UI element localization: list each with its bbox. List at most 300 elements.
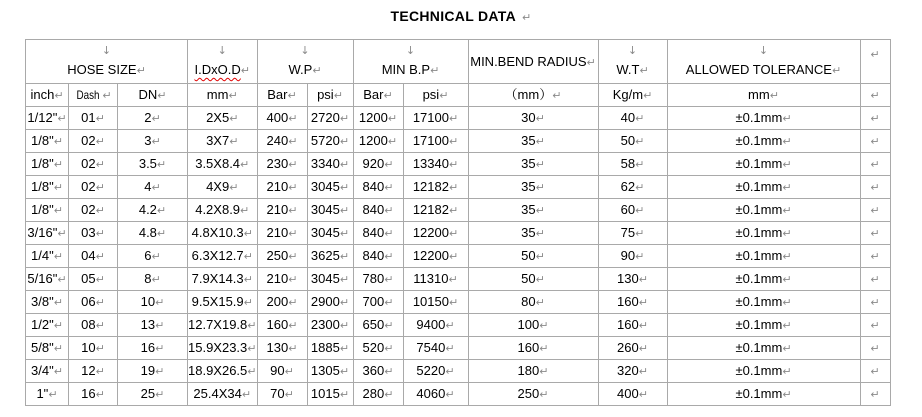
cell-end-mark-icon: ↵	[155, 342, 165, 355]
cell-end-mark-icon: ↵	[782, 273, 792, 286]
cell-end-mark-icon: ↵	[448, 273, 458, 286]
cell-value: 4.2	[138, 202, 157, 217]
table-cell	[118, 130, 188, 153]
row-end-mark-icon: ↵	[870, 342, 880, 355]
cell-value: 210	[266, 202, 289, 217]
cell-end-mark-icon: ↵	[535, 158, 545, 171]
table-cell	[667, 222, 860, 245]
cell-value: 02	[81, 179, 96, 194]
row-end-cell	[860, 245, 890, 268]
cell-end-mark-icon: ↵	[57, 227, 67, 240]
cell-end-mark-icon: ↵	[782, 388, 792, 401]
cell-end-mark-icon: ↵	[384, 342, 394, 355]
cell-end-mark-icon: ↵	[288, 296, 298, 309]
row-end-mark-icon: ↵	[870, 181, 880, 194]
cell-end-mark-icon: ↵	[831, 64, 842, 77]
table-cell	[307, 153, 353, 176]
table-row	[26, 153, 891, 176]
table-cell	[69, 314, 118, 337]
table-cell	[26, 153, 69, 176]
table-cell	[307, 337, 353, 360]
cell-value: 3X7	[206, 133, 230, 148]
cell-end-mark-icon: ↵	[384, 227, 394, 240]
cell-end-mark-icon: ↵	[535, 181, 545, 194]
cell-value: 02	[81, 202, 96, 217]
table-cell	[667, 245, 860, 268]
cell-end-mark-icon: ↵	[383, 89, 393, 102]
row-end-cell	[860, 222, 890, 245]
cell-end-mark-icon: ↵	[95, 296, 105, 309]
cell-end-mark-icon: ↵	[95, 204, 105, 217]
table-cell	[353, 176, 403, 199]
cell-value: 7.9X14.3	[191, 271, 244, 286]
cell-end-mark-icon: ↵	[229, 181, 239, 194]
cell-value: 40	[620, 110, 636, 125]
row-end-cell	[860, 107, 890, 130]
cell-value: 1/8"	[31, 202, 54, 217]
table-cell	[257, 130, 307, 153]
table-row	[26, 314, 891, 337]
table-cell	[598, 153, 667, 176]
table-cell	[468, 245, 598, 268]
cell-end-mark-icon: ↵	[155, 388, 165, 401]
unit-label: psi	[422, 87, 440, 102]
cell-value: 17100	[412, 110, 449, 125]
table-row	[26, 107, 891, 130]
table-cell	[353, 383, 403, 406]
cell-end-mark-icon: ↵	[155, 296, 165, 309]
cell-value: 12	[81, 363, 96, 378]
cell-end-mark-icon: ↵	[288, 342, 298, 355]
unit-label: （mm）	[504, 87, 553, 102]
column-group-label: W.P	[288, 62, 313, 77]
row-end-cell	[860, 40, 890, 84]
cell-value: 12182	[412, 202, 449, 217]
table-cell	[468, 291, 598, 314]
table-cell	[598, 268, 667, 291]
cell-value: 1200	[358, 133, 388, 148]
table-cell	[188, 199, 258, 222]
table-cell	[468, 360, 598, 383]
cell-end-mark-icon: ↵	[782, 204, 792, 217]
table-row	[26, 268, 891, 291]
cell-value: ±0.1mm	[735, 133, 783, 148]
cell-value: 60	[620, 202, 636, 217]
cell-end-mark-icon: ↵	[312, 64, 322, 77]
cell-end-mark-icon: ↵	[339, 296, 350, 309]
table-cell	[667, 383, 860, 406]
cell-end-mark-icon: ↵	[136, 64, 146, 77]
unit-cell	[118, 84, 188, 107]
row-end-mark-icon: ↵	[870, 89, 880, 102]
cell-end-mark-icon: ↵	[635, 135, 645, 148]
table-cell	[403, 130, 468, 153]
table-cell	[307, 360, 353, 383]
cell-end-mark-icon: ↵	[95, 158, 105, 171]
cell-value: 160	[517, 340, 540, 355]
line-break-mark-icon: ↓	[758, 44, 769, 57]
column-group-label: MIN.BEND RADIUS	[470, 53, 587, 69]
cell-value: 12.7X19.8	[188, 317, 248, 332]
cell-end-mark-icon: ↵	[586, 55, 596, 69]
table-cell	[69, 268, 118, 291]
cell-end-mark-icon: ↵	[57, 273, 67, 286]
cell-value: 7540	[416, 340, 446, 355]
cell-end-mark-icon: ↵	[387, 135, 398, 148]
table-row	[26, 176, 891, 199]
row-end-cell	[860, 130, 890, 153]
column-group-header	[26, 40, 188, 84]
cell-end-mark-icon: ↵	[102, 89, 112, 102]
cell-end-mark-icon: ↵	[288, 112, 298, 125]
table-cell	[667, 153, 860, 176]
unit-cell	[307, 84, 353, 107]
cell-value: 10	[81, 340, 96, 355]
table-cell	[26, 291, 69, 314]
table-cell	[118, 268, 188, 291]
table-cell	[353, 130, 403, 153]
cell-end-mark-icon: ↵	[54, 89, 64, 102]
cell-end-mark-icon: ↵	[638, 296, 648, 309]
unit-cell	[403, 84, 468, 107]
cell-end-mark-icon: ↵	[384, 250, 394, 263]
unit-label: Dash	[76, 88, 100, 102]
cell-end-mark-icon: ↵	[643, 89, 653, 102]
cell-end-mark-icon: ↵	[284, 388, 294, 401]
cell-value: 2300	[310, 317, 340, 332]
table-cell	[403, 107, 468, 130]
column-group-label: MIN B.P	[381, 62, 431, 77]
table-cell	[26, 360, 69, 383]
cell-value: 100	[517, 317, 540, 332]
table-cell	[118, 245, 188, 268]
cell-value: 130	[266, 340, 289, 355]
cell-end-mark-icon: ↵	[155, 319, 165, 332]
cell-end-mark-icon: ↵	[635, 181, 645, 194]
cell-value: 840	[362, 202, 385, 217]
table-cell	[257, 107, 307, 130]
table-cell	[353, 360, 403, 383]
cell-value: 840	[362, 248, 385, 263]
table-row	[26, 222, 891, 245]
cell-value: 3/16"	[27, 225, 58, 240]
table-cell	[598, 107, 667, 130]
cell-end-mark-icon: ↵	[445, 388, 455, 401]
table-cell	[598, 360, 667, 383]
cell-value: 35	[521, 133, 536, 148]
cell-end-mark-icon: ↵	[782, 296, 792, 309]
cell-value: 2720	[310, 110, 340, 125]
table-cell	[353, 291, 403, 314]
table-cell	[118, 199, 188, 222]
row-end-mark-icon: ↵	[870, 273, 880, 286]
table-cell	[353, 153, 403, 176]
cell-end-mark-icon: ↵	[639, 64, 649, 77]
table-cell	[188, 222, 258, 245]
cell-value: 840	[362, 179, 385, 194]
cell-value: 04	[81, 248, 96, 263]
cell-end-mark-icon: ↵	[247, 319, 257, 332]
cell-end-mark-icon: ↵	[339, 273, 350, 286]
cell-value: 9.5X15.9	[191, 294, 244, 309]
cell-end-mark-icon: ↵	[53, 250, 63, 263]
cell-end-mark-icon: ↵	[638, 388, 648, 401]
cell-value: 1015	[310, 386, 340, 401]
cell-end-mark-icon: ↵	[95, 319, 105, 332]
row-end-cell	[860, 360, 890, 383]
row-end-mark-icon: ↵	[870, 158, 880, 171]
table-cell	[468, 176, 598, 199]
table-cell	[188, 268, 258, 291]
row-end-mark-icon: ↵	[870, 365, 880, 378]
table-cell	[403, 383, 468, 406]
header-group-row	[26, 40, 891, 84]
cell-value: 3	[144, 133, 152, 148]
cell-value: ±0.1mm	[735, 110, 783, 125]
table-row	[26, 337, 891, 360]
cell-value: 200	[266, 294, 289, 309]
cell-end-mark-icon: ↵	[95, 135, 105, 148]
cell-value: 240	[266, 133, 289, 148]
technical-data-table	[25, 39, 891, 406]
cell-end-mark-icon: ↵	[535, 227, 545, 240]
cell-end-mark-icon: ↵	[535, 273, 545, 286]
table-cell	[403, 268, 468, 291]
unit-label: Kg/m	[612, 87, 644, 102]
table-cell	[26, 383, 69, 406]
table-cell	[69, 291, 118, 314]
cell-value: 58	[620, 156, 636, 171]
cell-value: 360	[362, 363, 385, 378]
cell-end-mark-icon: ↵	[288, 204, 298, 217]
table-cell	[307, 291, 353, 314]
cell-value: 08	[81, 317, 96, 332]
unit-label: mm	[206, 87, 229, 102]
cell-value: 3045	[310, 271, 340, 286]
table-cell	[468, 107, 598, 130]
table-cell	[26, 337, 69, 360]
table-cell	[598, 337, 667, 360]
cell-value: 25	[140, 386, 156, 401]
unit-label: inch	[30, 87, 55, 102]
row-end-cell	[860, 337, 890, 360]
table-cell	[403, 291, 468, 314]
cell-end-mark-icon: ↵	[288, 250, 298, 263]
table-cell	[257, 222, 307, 245]
cell-end-mark-icon: ↵	[384, 365, 394, 378]
cell-value: 1/2"	[31, 317, 54, 332]
cell-value: 840	[362, 225, 385, 240]
cell-value: 2900	[310, 294, 340, 309]
table-cell	[353, 107, 403, 130]
cell-value: 03	[81, 225, 96, 240]
unit-cell	[353, 84, 403, 107]
table-cell	[468, 199, 598, 222]
cell-end-mark-icon: ↵	[448, 135, 459, 148]
cell-value: 35	[521, 156, 536, 171]
unit-cell	[69, 84, 118, 107]
cell-value: 70	[270, 386, 285, 401]
paragraph-end-mark-icon: ↵	[522, 11, 532, 24]
cell-end-mark-icon: ↵	[445, 342, 455, 355]
table-cell	[353, 199, 403, 222]
table-row	[26, 199, 891, 222]
table-row	[26, 245, 891, 268]
table-cell	[26, 268, 69, 291]
cell-end-mark-icon: ↵	[782, 227, 792, 240]
cell-value: 4060	[416, 386, 446, 401]
cell-end-mark-icon: ↵	[445, 319, 455, 332]
row-end-cell	[860, 383, 890, 406]
cell-end-mark-icon: ↵	[243, 250, 253, 263]
cell-value: 30	[521, 110, 536, 125]
cell-end-mark-icon: ↵	[448, 227, 459, 240]
column-group-label: ALLOWED TOLERANCE	[685, 62, 832, 77]
unit-label: Bar	[267, 87, 288, 102]
cell-end-mark-icon: ↵	[535, 204, 545, 217]
cell-value: 18.9X26.5	[188, 363, 248, 378]
unit-cell	[468, 84, 598, 107]
cell-end-mark-icon: ↵	[638, 342, 648, 355]
cell-end-mark-icon: ↵	[155, 365, 165, 378]
column-group-header	[598, 40, 667, 84]
row-end-mark-icon: ↵	[870, 319, 880, 332]
table-cell	[403, 153, 468, 176]
table-cell	[667, 291, 860, 314]
cell-end-mark-icon: ↵	[53, 158, 63, 171]
cell-value: 10150	[412, 294, 449, 309]
cell-end-mark-icon: ↵	[53, 296, 63, 309]
cell-value: 3.5X8.4	[195, 156, 241, 171]
cell-end-mark-icon: ↵	[240, 204, 250, 217]
table-cell	[26, 107, 69, 130]
table-cell	[468, 153, 598, 176]
column-group-label: HOSE SIZE	[67, 62, 137, 77]
table-cell	[69, 199, 118, 222]
cell-value: 4.8	[138, 225, 157, 240]
cell-value: 3045	[310, 202, 340, 217]
cell-value: 250	[266, 248, 289, 263]
table-cell	[307, 222, 353, 245]
table-cell	[69, 222, 118, 245]
line-break-mark-icon: ↓	[101, 44, 112, 57]
line-break-mark-icon: ↓	[217, 44, 227, 57]
cell-end-mark-icon: ↵	[769, 89, 779, 102]
cell-end-mark-icon: ↵	[384, 273, 394, 286]
table-cell	[69, 107, 118, 130]
unit-cell	[26, 84, 69, 107]
table-cell	[118, 176, 188, 199]
cell-end-mark-icon: ↵	[782, 365, 792, 378]
column-group-header	[353, 40, 468, 84]
row-end-mark-icon: ↵	[870, 48, 880, 61]
cell-value: 3340	[310, 156, 340, 171]
table-cell	[118, 291, 188, 314]
table-cell	[26, 314, 69, 337]
cell-value: 16	[140, 340, 156, 355]
table-cell	[468, 314, 598, 337]
table-cell	[26, 199, 69, 222]
cell-end-mark-icon: ↵	[53, 342, 63, 355]
table-cell	[257, 383, 307, 406]
table-cell	[598, 245, 667, 268]
table-cell	[118, 314, 188, 337]
cell-value: 13340	[412, 156, 449, 171]
cell-end-mark-icon: ↵	[339, 112, 350, 125]
cell-value: 90	[270, 363, 285, 378]
cell-value: 9400	[416, 317, 446, 332]
cell-value: 4X9	[206, 179, 230, 194]
table-cell	[307, 245, 353, 268]
table-cell	[307, 199, 353, 222]
cell-end-mark-icon: ↵	[287, 89, 297, 102]
table-cell	[598, 383, 667, 406]
row-end-cell	[860, 199, 890, 222]
table-cell	[188, 176, 258, 199]
cell-value: ±0.1mm	[735, 340, 783, 355]
cell-value: 1"	[36, 386, 49, 401]
cell-value: 90	[620, 248, 636, 263]
table-cell	[667, 199, 860, 222]
table-cell	[188, 360, 258, 383]
cell-value: 80	[521, 294, 536, 309]
cell-value: 210	[266, 225, 289, 240]
cell-value: 16	[81, 386, 96, 401]
table-cell	[257, 153, 307, 176]
cell-end-mark-icon: ↵	[156, 204, 167, 217]
cell-end-mark-icon: ↵	[384, 158, 394, 171]
table-cell	[598, 130, 667, 153]
cell-value: 3/8"	[31, 294, 54, 309]
table-cell	[353, 222, 403, 245]
cell-value: 4.2X8.9	[195, 202, 241, 217]
unit-cell	[188, 84, 258, 107]
column-group-header	[188, 40, 258, 84]
row-end-cell	[860, 84, 890, 107]
cell-value: 400	[617, 386, 639, 401]
table-cell	[69, 176, 118, 199]
cell-value: 3045	[310, 179, 340, 194]
table-cell	[118, 153, 188, 176]
cell-end-mark-icon: ↵	[151, 135, 161, 148]
cell-value: 12182	[412, 179, 449, 194]
cell-end-mark-icon: ↵	[57, 112, 67, 125]
cell-value: 260	[617, 340, 639, 355]
table-cell	[257, 176, 307, 199]
table-row	[26, 383, 891, 406]
cell-end-mark-icon: ↵	[339, 135, 350, 148]
cell-value: 1305	[310, 363, 340, 378]
cell-end-mark-icon: ↵	[156, 158, 167, 171]
row-end-mark-icon: ↵	[870, 135, 880, 148]
cell-value: 4.8X10.3	[191, 225, 244, 240]
table-row	[26, 291, 891, 314]
table-row	[26, 130, 891, 153]
table-cell	[307, 130, 353, 153]
table-cell	[118, 360, 188, 383]
cell-end-mark-icon: ↵	[53, 319, 63, 332]
table-cell	[468, 268, 598, 291]
cell-value: 6	[144, 248, 152, 263]
unit-label: psi	[317, 87, 334, 102]
table-cell	[188, 383, 258, 406]
cell-end-mark-icon: ↵	[782, 158, 792, 171]
row-end-cell	[860, 153, 890, 176]
cell-end-mark-icon: ↵	[384, 296, 394, 309]
cell-value: 35	[521, 225, 536, 240]
cell-end-mark-icon: ↵	[156, 227, 167, 240]
cell-value: 12200	[412, 248, 449, 263]
